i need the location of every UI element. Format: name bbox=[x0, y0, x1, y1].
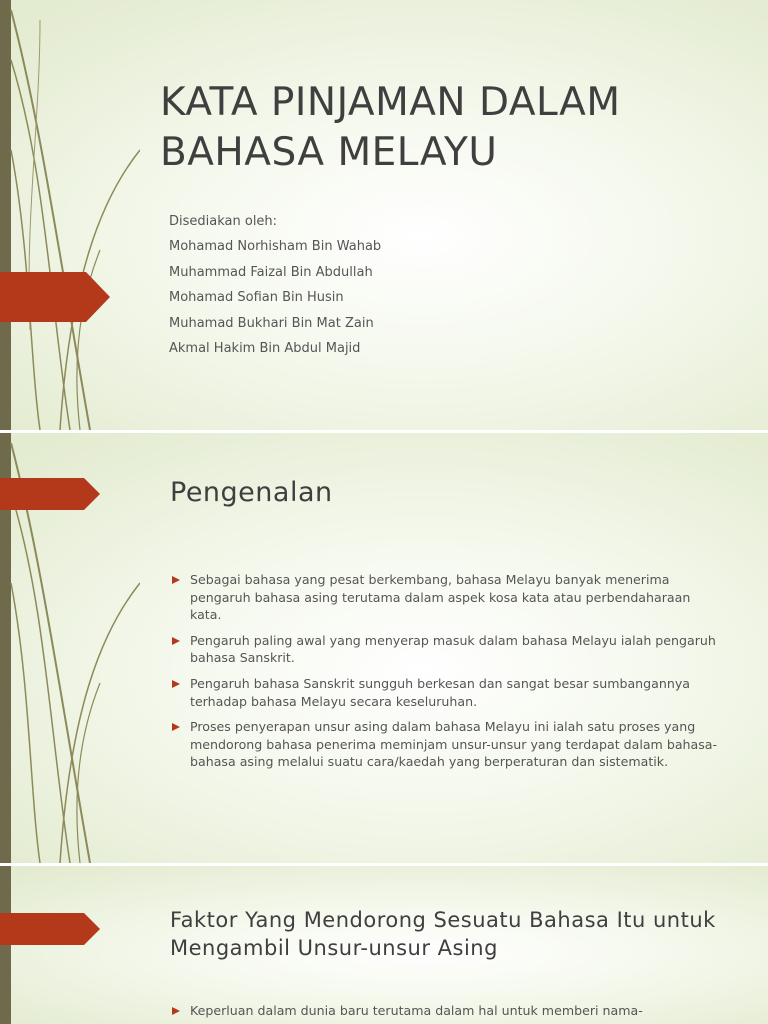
prepared-by-label: Disediakan oleh: bbox=[169, 214, 278, 229]
bullet-arrow-icon bbox=[172, 1007, 180, 1015]
list-item: Sebagai bahasa yang pesat berkembang, bahasa Melayu banyak menerima pengaruh bahasa asing terutama dalam aspek kosa kata atau perbendaharaan kata. bbox=[172, 571, 722, 624]
list-item: Proses penyerapan unsur asing dalam bahasa Melayu ini ialah satu proses yang mendorong bahasa penerima meminjam unsur-unsur yang terdapat dalam bahasa-bahasa asing melalui suatu cara/kaedah yang berperaturan dan sistematik. bbox=[172, 718, 722, 771]
author-list bbox=[169, 210, 381, 362]
slide-cover[interactable] bbox=[0, 0, 768, 430]
list-item: Pengaruh bahasa Sanskrit sungguh berkesan dan sangat besar sumbangannya terhadap bahasa Melayu secara keseluruhan. bbox=[172, 675, 722, 710]
author-name: Muhamad Bukhari Bin Mat Zain bbox=[169, 315, 374, 331]
factors-bullet-list bbox=[172, 1002, 722, 1024]
bullet-arrow-icon bbox=[172, 680, 180, 688]
intro-title: Pengenalan bbox=[170, 477, 333, 508]
author-name: Mohamad Sofian Bin Husin bbox=[169, 290, 344, 306]
title-marker-shape bbox=[0, 913, 100, 945]
intro-bullet-list bbox=[172, 571, 722, 779]
author-name: Muhammad Faizal Bin Abdullah bbox=[169, 264, 373, 280]
cover-title-line2: BAHASA MELAYU bbox=[160, 130, 498, 175]
author-name: Akmal Hakim Bin Abdul Majid bbox=[169, 340, 361, 356]
list-item: Keperluan dalam dunia baru terutama dalam hal untuk memberi nama- bbox=[172, 1002, 722, 1020]
bullet-arrow-icon bbox=[172, 637, 180, 645]
bullet-arrow-icon bbox=[172, 723, 180, 731]
bullet-arrow-icon bbox=[172, 576, 180, 584]
slide-factors[interactable] bbox=[0, 866, 768, 1024]
factors-title: Faktor Yang Mendorong Sesuatu Bahasa Itu untuk Mengambil Unsur-unsur Asing bbox=[170, 908, 716, 960]
list-item: Pengaruh paling awal yang menyerap masuk dalam bahasa Melayu ialah pengaruh bahasa Sanskrit. bbox=[172, 632, 722, 667]
title-marker-shape bbox=[0, 272, 110, 322]
slide-intro[interactable] bbox=[0, 433, 768, 863]
author-name: Mohamad Norhisham Bin Wahab bbox=[169, 239, 382, 255]
decorative-curves bbox=[0, 0, 140, 430]
title-marker-shape bbox=[0, 478, 100, 510]
cover-title bbox=[160, 78, 740, 178]
edge-strip bbox=[0, 866, 11, 1024]
cover-title-line1: KATA PINJAMAN DALAM bbox=[160, 80, 621, 125]
